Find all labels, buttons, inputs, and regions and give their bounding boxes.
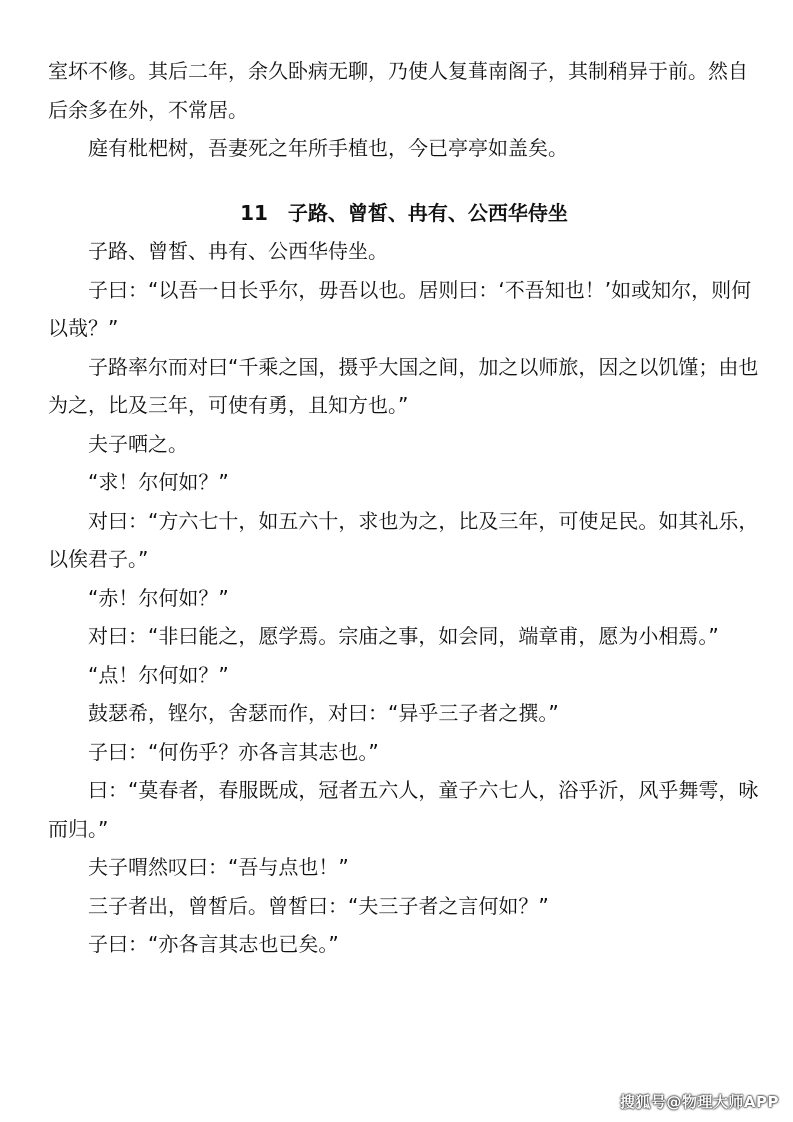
document-page <box>48 52 760 964</box>
body-paragraph: 鼓瑟希，铿尔，舍瑟而作，对曰：“异乎三子者之撰。” <box>88 701 559 725</box>
body-paragraph: 三子者出，曾皙后。曾皙曰：“夫三子者之言何如？” <box>88 893 549 918</box>
body-paragraph: 子路率尔而对曰“千乘之国，摄乎大国之间，加之以师旅，因之以饥馑；由也为之，比及三年，可使有勇，且知方也。” <box>48 354 759 417</box>
body-paragraph: “赤！尔何如？” <box>88 585 229 610</box>
body-paragraph: 子曰：“亦各言其志也已矣。” <box>88 932 339 956</box>
body-paragraph: 夫子喟然叹曰：“吾与点也！” <box>88 855 349 879</box>
body-paragraph: “求！尔何如？” <box>88 470 229 494</box>
section-title: 11 子路、曾皙、冉有、公西华侍坐 <box>240 200 568 225</box>
body-paragraph: 子曰：“何伤乎？亦各言其志也。” <box>88 739 379 764</box>
body-paragraph: 子路、曾皙、冉有、公西华侍坐。 <box>88 239 388 263</box>
body-paragraph: “点！尔何如？” <box>88 662 229 687</box>
watermark: 搜狐号@物理大师APP <box>619 1093 779 1111</box>
body-paragraph: 对曰：“方六七十，如五六十，求也为之，比及三年，可使足民。如其礼乐，以俟君子。” <box>48 508 759 571</box>
body-paragraph: 曰：“莫春者，春服既成，冠者五六人，童子六七人，浴乎沂，风乎舞雩，咏而归。” <box>48 778 759 841</box>
body-paragraph: 对曰：“非曰能之，愿学焉。宗庙之事，如会同，端章甫，愿为小相焉。” <box>88 624 719 648</box>
intro-paragraph: 庭有枇杷树，吾妻死之年所手植也，今已亭亭如盖矣。 <box>88 136 568 160</box>
body-paragraph: 子曰：“以吾一日长乎尔，毋吾以也。居则曰：‘不吾知也！’如或知尔，则何以哉？” <box>48 277 752 340</box>
intro-paragraph: 室坏不修。其后二年，余久卧病无聊，乃使人复葺南阁子，其制稍异于前。然自后余多在外，不常居。 <box>48 59 748 122</box>
body-paragraph: 夫子哂之。 <box>88 431 188 456</box>
